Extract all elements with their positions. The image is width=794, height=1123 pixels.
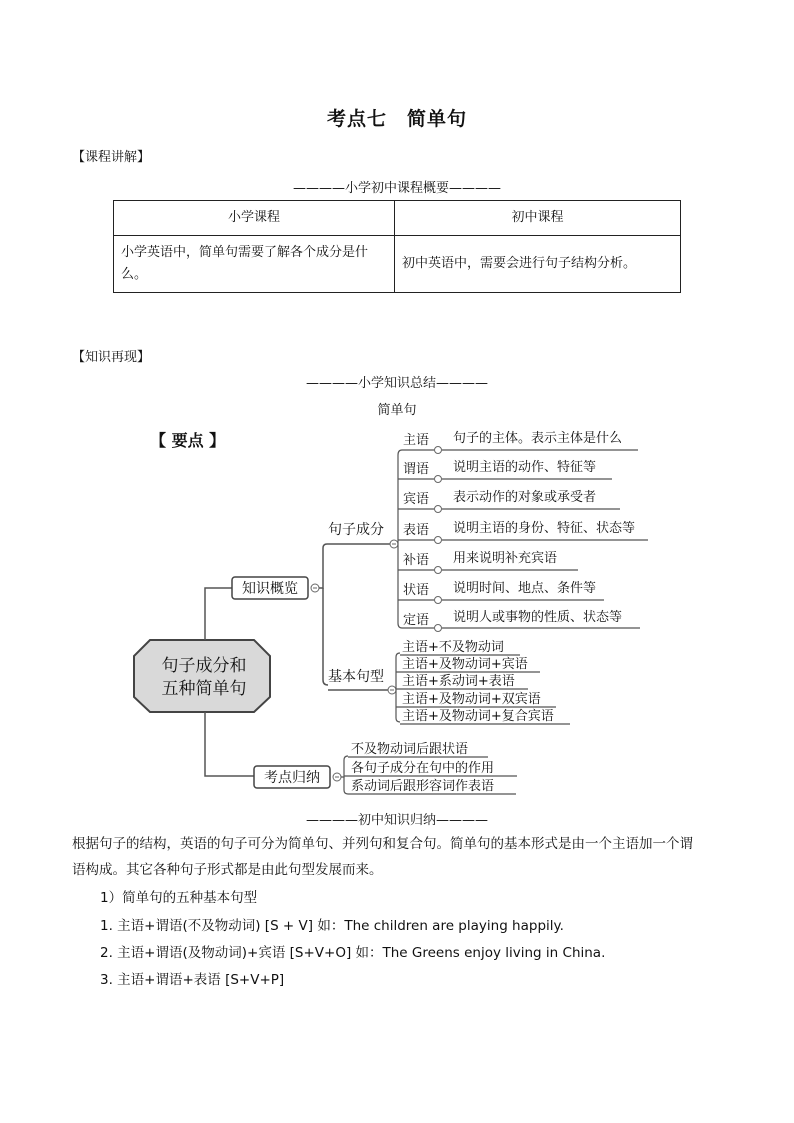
svg-text:定语: 定语 bbox=[403, 613, 430, 628]
svg-text:表示动作的对象或承受者: 表示动作的对象或承受者 bbox=[453, 490, 597, 505]
pattern-row-3 bbox=[396, 673, 528, 689]
svg-text:表语: 表语 bbox=[403, 523, 430, 538]
connector-branch2 bbox=[205, 712, 254, 776]
svg-text:不及物动词后跟状语: 不及物动词后跟状语 bbox=[351, 742, 469, 757]
svg-text:主语+不及物动词: 主语+不及物动词 bbox=[402, 640, 504, 655]
paragraph-line-2: 语构成。其它各种句子形式都是由此句型发展而来。 bbox=[72, 862, 383, 878]
sub-sentence-components: 句子成分 bbox=[328, 522, 384, 538]
svg-text:说明主语的身份、特征、状态等: 说明主语的身份、特征、状态等 bbox=[453, 521, 636, 536]
table-cell-junior: 初中英语中，需要会进行句子结构分析。 bbox=[395, 236, 681, 293]
mindmap-tag: 【 要点 】 bbox=[150, 431, 226, 450]
svg-text:谓语: 谓语 bbox=[403, 462, 430, 477]
component-row-3 bbox=[398, 489, 620, 513]
pattern-row-2 bbox=[396, 656, 540, 672]
list-item-2: 2. 主语+谓语(及物动词)+宾语 [S+V+O] 如：The Greens enjoy living in China. bbox=[100, 945, 606, 961]
table-cell-primary: 小学英语中，简单句需要了解各个成分是什么。 bbox=[114, 236, 395, 293]
component-row-2 bbox=[398, 459, 612, 483]
primary-heading: ————小学知识总结———— bbox=[305, 376, 488, 391]
center-node-label-1: 句子成分和 bbox=[161, 656, 247, 676]
pattern-row-5 bbox=[400, 708, 570, 724]
junior-heading: ————初中知识归纳———— bbox=[305, 813, 488, 828]
center-node-label-2: 五种简单句 bbox=[161, 679, 247, 699]
svg-text:主语+及物动词+双宾语: 主语+及物动词+双宾语 bbox=[402, 692, 541, 707]
branch-exam-points-label: 考点归纳 bbox=[264, 770, 320, 786]
center-node bbox=[134, 640, 270, 712]
table-header-primary: 小学课程 bbox=[114, 201, 395, 236]
component-row-6 bbox=[398, 580, 604, 604]
svg-text:用来说明补充宾语: 用来说明补充宾语 bbox=[453, 551, 558, 566]
svg-text:主语: 主语 bbox=[403, 433, 430, 448]
pattern-row-4 bbox=[396, 691, 556, 707]
svg-text:系动词后跟形容词作表语: 系动词后跟形容词作表语 bbox=[351, 779, 495, 794]
paragraph-line-1: 根据句子的结构，英语的句子可分为简单句、并列句和复合句。简单句的基本形式是由一个主语加一个谓 bbox=[72, 836, 693, 852]
subheading: 1）简单句的五种基本句型 bbox=[100, 890, 258, 906]
svg-text:状语: 状语 bbox=[403, 583, 430, 598]
overview-heading: ————小学初中课程概要———— bbox=[292, 181, 501, 196]
point-row-1 bbox=[348, 741, 488, 757]
mindmap-caption: 简单句 bbox=[377, 403, 417, 418]
svg-text:主语+系动词+表语: 主语+系动词+表语 bbox=[402, 674, 515, 689]
svg-text:补语: 补语 bbox=[403, 553, 430, 568]
list-item-1: 1. 主语+谓语(不及物动词) [S + V] 如：The children are playing happily. bbox=[100, 918, 564, 934]
branch-knowledge-overview-label: 知识概览 bbox=[242, 581, 298, 597]
list-item-3: 3. 主语+谓语+表语 [S+V+P] bbox=[100, 972, 285, 988]
component-row-5 bbox=[398, 550, 578, 574]
pattern-row-1 bbox=[400, 639, 520, 655]
svg-text:说明人或事物的性质、状态等: 说明人或事物的性质、状态等 bbox=[453, 610, 623, 625]
svg-text:说明主语的动作、特征等: 说明主语的动作、特征等 bbox=[453, 460, 597, 475]
svg-text:主语+及物动词+复合宾语: 主语+及物动词+复合宾语 bbox=[402, 709, 554, 724]
page-title: 考点七 简单句 bbox=[326, 108, 467, 130]
connector-branch1 bbox=[205, 588, 232, 640]
svg-text:主语+及物动词+宾语: 主语+及物动词+宾语 bbox=[402, 657, 528, 672]
svg-text:宾语: 宾语 bbox=[403, 492, 430, 507]
sub-basic-patterns: 基本句型 bbox=[328, 669, 384, 685]
svg-text:各句子成分在句中的作用: 各句子成分在句中的作用 bbox=[351, 761, 495, 776]
svg-text:说明时间、地点、条件等: 说明时间、地点、条件等 bbox=[453, 581, 597, 596]
component-row-4 bbox=[398, 520, 648, 544]
svg-text:句子的主体。表示主体是什么: 句子的主体。表示主体是什么 bbox=[453, 431, 623, 446]
component-row-1 bbox=[402, 430, 638, 454]
point-row-3 bbox=[348, 778, 516, 794]
table-header-junior: 初中课程 bbox=[395, 201, 681, 236]
component-row-7 bbox=[402, 609, 640, 632]
point-row-2 bbox=[344, 760, 517, 776]
section-lecture-heading: 【课程讲解】 bbox=[72, 150, 151, 165]
section-review-heading: 【知识再现】 bbox=[72, 350, 151, 365]
